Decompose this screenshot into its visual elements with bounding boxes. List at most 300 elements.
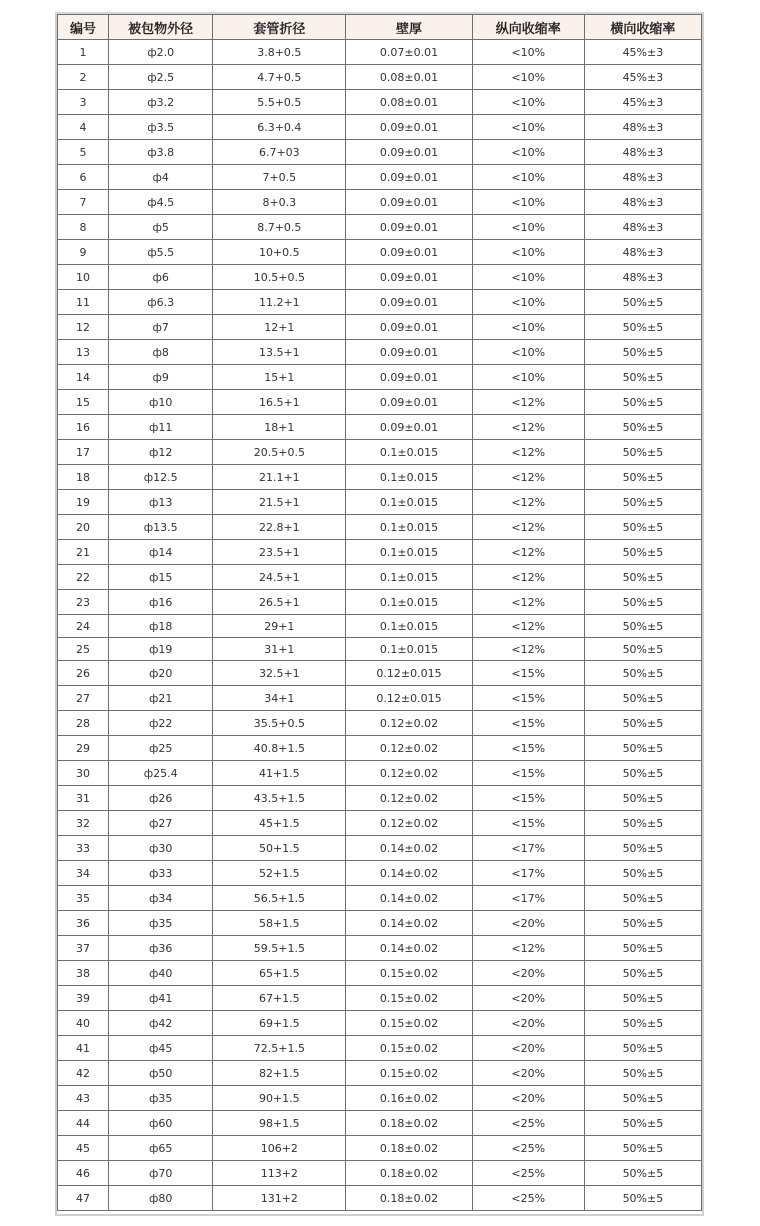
cell-index: 28 [58, 711, 109, 736]
cell-wall-thickness: 0.09±0.01 [346, 340, 472, 365]
cell-wall-thickness: 0.15±0.02 [346, 1011, 472, 1036]
cell-longitudinal-shrink: <12% [472, 415, 584, 440]
cell-flat-width: 24.5+1 [213, 565, 346, 590]
cell-transverse-shrink: 50%±5 [584, 1011, 701, 1036]
cell-wrapped-od: ф2.5 [109, 65, 213, 90]
cell-wall-thickness: 0.15±0.02 [346, 1061, 472, 1086]
cell-index: 31 [58, 786, 109, 811]
table-row [58, 265, 702, 290]
cell-wall-thickness: 0.09±0.01 [346, 365, 472, 390]
cell-longitudinal-shrink: <15% [472, 736, 584, 761]
cell-flat-width: 18+1 [213, 415, 346, 440]
cell-flat-width: 21.5+1 [213, 490, 346, 515]
header-index: 编号 [58, 15, 109, 40]
cell-wall-thickness: 0.1±0.015 [346, 590, 472, 615]
cell-wall-thickness: 0.12±0.015 [346, 686, 472, 711]
table-row [58, 40, 702, 65]
cell-wrapped-od: ф33 [109, 861, 213, 886]
cell-wrapped-od: ф19 [109, 638, 213, 661]
cell-flat-width: 34+1 [213, 686, 346, 711]
cell-longitudinal-shrink: <15% [472, 661, 584, 686]
cell-wall-thickness: 0.15±0.02 [346, 961, 472, 986]
cell-longitudinal-shrink: <20% [472, 1036, 584, 1061]
header-longitudinal-shrink: 纵向收缩率 [472, 15, 584, 40]
cell-wrapped-od: ф27 [109, 811, 213, 836]
cell-flat-width: 65+1.5 [213, 961, 346, 986]
cell-longitudinal-shrink: <10% [472, 115, 584, 140]
cell-index: 43 [58, 1086, 109, 1111]
cell-wrapped-od: ф22 [109, 711, 213, 736]
cell-index: 40 [58, 1011, 109, 1036]
cell-transverse-shrink: 50%±5 [584, 540, 701, 565]
table-row [58, 165, 702, 190]
cell-longitudinal-shrink: <15% [472, 711, 584, 736]
cell-longitudinal-shrink: <12% [472, 440, 584, 465]
cell-index: 27 [58, 686, 109, 711]
table-row [58, 65, 702, 90]
cell-transverse-shrink: 50%±5 [584, 415, 701, 440]
cell-index: 17 [58, 440, 109, 465]
cell-wrapped-od: ф4 [109, 165, 213, 190]
cell-longitudinal-shrink: <12% [472, 615, 584, 638]
cell-wrapped-od: ф5.5 [109, 240, 213, 265]
cell-longitudinal-shrink: <10% [472, 315, 584, 340]
cell-wall-thickness: 0.1±0.015 [346, 515, 472, 540]
cell-longitudinal-shrink: <12% [472, 490, 584, 515]
table-row [58, 240, 702, 265]
cell-transverse-shrink: 48%±3 [584, 115, 701, 140]
cell-index: 42 [58, 1061, 109, 1086]
cell-wrapped-od: ф5 [109, 215, 213, 240]
cell-longitudinal-shrink: <10% [472, 340, 584, 365]
cell-transverse-shrink: 50%±5 [584, 1186, 701, 1211]
cell-longitudinal-shrink: <10% [472, 165, 584, 190]
cell-longitudinal-shrink: <15% [472, 761, 584, 786]
cell-index: 10 [58, 265, 109, 290]
cell-flat-width: 50+1.5 [213, 836, 346, 861]
table-row [58, 786, 702, 811]
table-row [58, 1086, 702, 1111]
cell-flat-width: 98+1.5 [213, 1111, 346, 1136]
cell-wrapped-od: ф14 [109, 540, 213, 565]
cell-wrapped-od: ф60 [109, 1111, 213, 1136]
cell-longitudinal-shrink: <10% [472, 65, 584, 90]
cell-flat-width: 16.5+1 [213, 390, 346, 415]
cell-longitudinal-shrink: <12% [472, 540, 584, 565]
cell-flat-width: 5.5+0.5 [213, 90, 346, 115]
cell-flat-width: 15+1 [213, 365, 346, 390]
table-row [58, 711, 702, 736]
cell-flat-width: 3.8+0.5 [213, 40, 346, 65]
cell-longitudinal-shrink: <15% [472, 686, 584, 711]
cell-wrapped-od: ф15 [109, 565, 213, 590]
cell-index: 46 [58, 1161, 109, 1186]
cell-wrapped-od: ф41 [109, 986, 213, 1011]
cell-wrapped-od: ф3.8 [109, 140, 213, 165]
cell-wrapped-od: ф45 [109, 1036, 213, 1061]
header-transverse-shrink: 横向收缩率 [584, 15, 701, 40]
cell-wall-thickness: 0.07±0.01 [346, 40, 472, 65]
cell-wall-thickness: 0.18±0.02 [346, 1136, 472, 1161]
cell-transverse-shrink: 50%±5 [584, 1111, 701, 1136]
cell-longitudinal-shrink: <12% [472, 638, 584, 661]
cell-longitudinal-shrink: <20% [472, 911, 584, 936]
cell-index: 32 [58, 811, 109, 836]
table-row [58, 1011, 702, 1036]
cell-longitudinal-shrink: <15% [472, 786, 584, 811]
cell-transverse-shrink: 50%±5 [584, 490, 701, 515]
cell-wrapped-od: ф50 [109, 1061, 213, 1086]
cell-wall-thickness: 0.18±0.02 [346, 1111, 472, 1136]
table-row [58, 490, 702, 515]
cell-wrapped-od: ф11 [109, 415, 213, 440]
cell-flat-width: 69+1.5 [213, 1011, 346, 1036]
cell-wall-thickness: 0.09±0.01 [346, 215, 472, 240]
table-row [58, 140, 702, 165]
cell-longitudinal-shrink: <10% [472, 365, 584, 390]
cell-longitudinal-shrink: <20% [472, 1086, 584, 1111]
table-row [58, 961, 702, 986]
header-wall-thickness: 壁厚 [346, 15, 472, 40]
cell-transverse-shrink: 50%±5 [584, 911, 701, 936]
cell-index: 22 [58, 565, 109, 590]
cell-index: 14 [58, 365, 109, 390]
cell-wrapped-od: ф4.5 [109, 190, 213, 215]
cell-longitudinal-shrink: <17% [472, 836, 584, 861]
cell-transverse-shrink: 50%±5 [584, 661, 701, 686]
cell-wall-thickness: 0.1±0.015 [346, 540, 472, 565]
cell-longitudinal-shrink: <12% [472, 515, 584, 540]
cell-flat-width: 26.5+1 [213, 590, 346, 615]
cell-longitudinal-shrink: <10% [472, 140, 584, 165]
header-wrapped-od: 被包物外径 [109, 15, 213, 40]
cell-wrapped-od: ф70 [109, 1161, 213, 1186]
cell-wall-thickness: 0.12±0.02 [346, 811, 472, 836]
table-row [58, 886, 702, 911]
table-row [58, 290, 702, 315]
cell-index: 4 [58, 115, 109, 140]
cell-flat-width: 6.7+03 [213, 140, 346, 165]
cell-flat-width: 52+1.5 [213, 861, 346, 886]
cell-wall-thickness: 0.09±0.01 [346, 390, 472, 415]
cell-index: 11 [58, 290, 109, 315]
cell-transverse-shrink: 50%±5 [584, 590, 701, 615]
cell-wrapped-od: ф65 [109, 1136, 213, 1161]
cell-transverse-shrink: 50%±5 [584, 638, 701, 661]
cell-index: 45 [58, 1136, 109, 1161]
cell-longitudinal-shrink: <17% [472, 861, 584, 886]
cell-wall-thickness: 0.09±0.01 [346, 115, 472, 140]
cell-wall-thickness: 0.12±0.02 [346, 761, 472, 786]
cell-wrapped-od: ф2.0 [109, 40, 213, 65]
table-row [58, 615, 702, 638]
cell-transverse-shrink: 50%±5 [584, 861, 701, 886]
table-row [58, 540, 702, 565]
table-row [58, 1136, 702, 1161]
cell-longitudinal-shrink: <12% [472, 590, 584, 615]
cell-wall-thickness: 0.1±0.015 [346, 440, 472, 465]
cell-wall-thickness: 0.1±0.015 [346, 565, 472, 590]
cell-wall-thickness: 0.18±0.02 [346, 1161, 472, 1186]
cell-flat-width: 58+1.5 [213, 911, 346, 936]
cell-index: 16 [58, 415, 109, 440]
cell-flat-width: 4.7+0.5 [213, 65, 346, 90]
cell-flat-width: 31+1 [213, 638, 346, 661]
cell-wall-thickness: 0.09±0.01 [346, 240, 472, 265]
table-row [58, 1111, 702, 1136]
cell-transverse-shrink: 48%±3 [584, 240, 701, 265]
cell-longitudinal-shrink: <12% [472, 390, 584, 415]
cell-flat-width: 10+0.5 [213, 240, 346, 265]
cell-index: 6 [58, 165, 109, 190]
cell-index: 20 [58, 515, 109, 540]
table-row [58, 638, 702, 661]
cell-index: 2 [58, 65, 109, 90]
header-row [58, 15, 702, 40]
cell-index: 38 [58, 961, 109, 986]
cell-index: 41 [58, 1036, 109, 1061]
cell-transverse-shrink: 48%±3 [584, 165, 701, 190]
cell-longitudinal-shrink: <12% [472, 565, 584, 590]
cell-wall-thickness: 0.15±0.02 [346, 1036, 472, 1061]
cell-transverse-shrink: 45%±3 [584, 40, 701, 65]
cell-flat-width: 67+1.5 [213, 986, 346, 1011]
table-row [58, 1061, 702, 1086]
cell-wrapped-od: ф3.5 [109, 115, 213, 140]
cell-wrapped-od: ф13.5 [109, 515, 213, 540]
cell-index: 5 [58, 140, 109, 165]
cell-transverse-shrink: 50%±5 [584, 961, 701, 986]
cell-wall-thickness: 0.14±0.02 [346, 861, 472, 886]
cell-wrapped-od: ф6 [109, 265, 213, 290]
cell-wall-thickness: 0.12±0.02 [346, 786, 472, 811]
cell-index: 33 [58, 836, 109, 861]
cell-wrapped-od: ф35 [109, 1086, 213, 1111]
cell-wrapped-od: ф30 [109, 836, 213, 861]
cell-longitudinal-shrink: <17% [472, 886, 584, 911]
cell-transverse-shrink: 50%±5 [584, 761, 701, 786]
table-row [58, 1186, 702, 1211]
cell-longitudinal-shrink: <12% [472, 936, 584, 961]
table-row [58, 861, 702, 886]
table-row [58, 1036, 702, 1061]
cell-longitudinal-shrink: <15% [472, 811, 584, 836]
cell-flat-width: 7+0.5 [213, 165, 346, 190]
cell-index: 21 [58, 540, 109, 565]
cell-wrapped-od: ф13 [109, 490, 213, 515]
cell-transverse-shrink: 50%±5 [584, 811, 701, 836]
cell-index: 1 [58, 40, 109, 65]
cell-transverse-shrink: 50%±5 [584, 565, 701, 590]
cell-wall-thickness: 0.1±0.015 [346, 615, 472, 638]
cell-wrapped-od: ф35 [109, 911, 213, 936]
cell-wall-thickness: 0.09±0.01 [346, 290, 472, 315]
header-flat-width: 套管折径 [213, 15, 346, 40]
cell-flat-width: 131+2 [213, 1186, 346, 1211]
cell-longitudinal-shrink: <10% [472, 290, 584, 315]
cell-wall-thickness: 0.09±0.01 [346, 265, 472, 290]
cell-flat-width: 35.5+0.5 [213, 711, 346, 736]
table-row [58, 736, 702, 761]
cell-index: 29 [58, 736, 109, 761]
cell-transverse-shrink: 50%±5 [584, 736, 701, 761]
cell-transverse-shrink: 50%±5 [584, 986, 701, 1011]
cell-index: 15 [58, 390, 109, 415]
cell-longitudinal-shrink: <25% [472, 1136, 584, 1161]
cell-transverse-shrink: 50%±5 [584, 936, 701, 961]
cell-longitudinal-shrink: <10% [472, 215, 584, 240]
table-row [58, 686, 702, 711]
cell-longitudinal-shrink: <20% [472, 961, 584, 986]
cell-longitudinal-shrink: <20% [472, 986, 584, 1011]
table-row [58, 90, 702, 115]
cell-wall-thickness: 0.09±0.01 [346, 190, 472, 215]
table-row [58, 986, 702, 1011]
cell-flat-width: 21.1+1 [213, 465, 346, 490]
cell-index: 23 [58, 590, 109, 615]
cell-transverse-shrink: 50%±5 [584, 365, 701, 390]
cell-wrapped-od: ф18 [109, 615, 213, 638]
cell-index: 13 [58, 340, 109, 365]
cell-index: 30 [58, 761, 109, 786]
cell-flat-width: 20.5+0.5 [213, 440, 346, 465]
cell-index: 37 [58, 936, 109, 961]
cell-transverse-shrink: 45%±3 [584, 65, 701, 90]
cell-transverse-shrink: 50%±5 [584, 315, 701, 340]
cell-wall-thickness: 0.08±0.01 [346, 90, 472, 115]
cell-transverse-shrink: 50%±5 [584, 786, 701, 811]
cell-wall-thickness: 0.09±0.01 [346, 165, 472, 190]
cell-flat-width: 106+2 [213, 1136, 346, 1161]
cell-flat-width: 41+1.5 [213, 761, 346, 786]
table-row [58, 390, 702, 415]
cell-transverse-shrink: 48%±3 [584, 190, 701, 215]
cell-wall-thickness: 0.1±0.015 [346, 638, 472, 661]
cell-index: 12 [58, 315, 109, 340]
cell-wrapped-od: ф21 [109, 686, 213, 711]
cell-wrapped-od: ф16 [109, 590, 213, 615]
cell-index: 24 [58, 615, 109, 638]
cell-index: 8 [58, 215, 109, 240]
cell-transverse-shrink: 50%±5 [584, 340, 701, 365]
cell-wall-thickness: 0.15±0.02 [346, 986, 472, 1011]
cell-wall-thickness: 0.09±0.01 [346, 140, 472, 165]
cell-wall-thickness: 0.18±0.02 [346, 1186, 472, 1211]
table-row [58, 115, 702, 140]
cell-wrapped-od: ф12.5 [109, 465, 213, 490]
cell-wrapped-od: ф9 [109, 365, 213, 390]
cell-longitudinal-shrink: <25% [472, 1161, 584, 1186]
cell-longitudinal-shrink: <10% [472, 240, 584, 265]
cell-index: 3 [58, 90, 109, 115]
cell-transverse-shrink: 50%±5 [584, 465, 701, 490]
cell-longitudinal-shrink: <20% [472, 1061, 584, 1086]
cell-wrapped-od: ф26 [109, 786, 213, 811]
cell-flat-width: 22.8+1 [213, 515, 346, 540]
cell-flat-width: 13.5+1 [213, 340, 346, 365]
table-row [58, 911, 702, 936]
table-row [58, 315, 702, 340]
cell-transverse-shrink: 50%±5 [584, 390, 701, 415]
cell-wall-thickness: 0.14±0.02 [346, 886, 472, 911]
cell-wall-thickness: 0.09±0.01 [346, 415, 472, 440]
table-row [58, 215, 702, 240]
cell-flat-width: 90+1.5 [213, 1086, 346, 1111]
cell-index: 18 [58, 465, 109, 490]
cell-transverse-shrink: 50%±5 [584, 615, 701, 638]
cell-wrapped-od: ф6.3 [109, 290, 213, 315]
cell-wrapped-od: ф3.2 [109, 90, 213, 115]
cell-transverse-shrink: 50%±5 [584, 836, 701, 861]
table-row [58, 365, 702, 390]
cell-index: 44 [58, 1111, 109, 1136]
cell-wrapped-od: ф34 [109, 886, 213, 911]
cell-wrapped-od: ф10 [109, 390, 213, 415]
cell-transverse-shrink: 45%±3 [584, 90, 701, 115]
cell-wrapped-od: ф20 [109, 661, 213, 686]
table-row [58, 761, 702, 786]
cell-transverse-shrink: 50%±5 [584, 440, 701, 465]
cell-flat-width: 32.5+1 [213, 661, 346, 686]
cell-wrapped-od: ф8 [109, 340, 213, 365]
cell-wall-thickness: 0.1±0.015 [346, 465, 472, 490]
cell-longitudinal-shrink: <25% [472, 1186, 584, 1211]
cell-flat-width: 23.5+1 [213, 540, 346, 565]
cell-wall-thickness: 0.12±0.015 [346, 661, 472, 686]
cell-flat-width: 6.3+0.4 [213, 115, 346, 140]
cell-flat-width: 82+1.5 [213, 1061, 346, 1086]
cell-index: 9 [58, 240, 109, 265]
cell-longitudinal-shrink: <10% [472, 90, 584, 115]
cell-transverse-shrink: 50%±5 [584, 1086, 701, 1111]
cell-flat-width: 8+0.3 [213, 190, 346, 215]
cell-flat-width: 113+2 [213, 1161, 346, 1186]
cell-index: 7 [58, 190, 109, 215]
cell-flat-width: 43.5+1.5 [213, 786, 346, 811]
cell-flat-width: 56.5+1.5 [213, 886, 346, 911]
cell-flat-width: 29+1 [213, 615, 346, 638]
cell-flat-width: 11.2+1 [213, 290, 346, 315]
table-row [58, 590, 702, 615]
cell-index: 25 [58, 638, 109, 661]
cell-transverse-shrink: 50%±5 [584, 1161, 701, 1186]
cell-wrapped-od: ф40 [109, 961, 213, 986]
cell-wrapped-od: ф25 [109, 736, 213, 761]
cell-index: 35 [58, 886, 109, 911]
cell-wrapped-od: ф7 [109, 315, 213, 340]
cell-wrapped-od: ф36 [109, 936, 213, 961]
cell-wall-thickness: 0.12±0.02 [346, 711, 472, 736]
spec-table [57, 14, 702, 1211]
cell-wrapped-od: ф42 [109, 1011, 213, 1036]
cell-longitudinal-shrink: <20% [472, 1011, 584, 1036]
cell-wall-thickness: 0.09±0.01 [346, 315, 472, 340]
cell-index: 47 [58, 1186, 109, 1211]
cell-wrapped-od: ф12 [109, 440, 213, 465]
cell-flat-width: 8.7+0.5 [213, 215, 346, 240]
cell-index: 36 [58, 911, 109, 936]
cell-longitudinal-shrink: <10% [472, 40, 584, 65]
table-row [58, 465, 702, 490]
cell-wrapped-od: ф25.4 [109, 761, 213, 786]
cell-transverse-shrink: 50%±5 [584, 686, 701, 711]
cell-index: 19 [58, 490, 109, 515]
cell-transverse-shrink: 50%±5 [584, 1061, 701, 1086]
cell-transverse-shrink: 50%±5 [584, 1136, 701, 1161]
cell-index: 39 [58, 986, 109, 1011]
cell-longitudinal-shrink: <10% [472, 190, 584, 215]
cell-longitudinal-shrink: <12% [472, 465, 584, 490]
